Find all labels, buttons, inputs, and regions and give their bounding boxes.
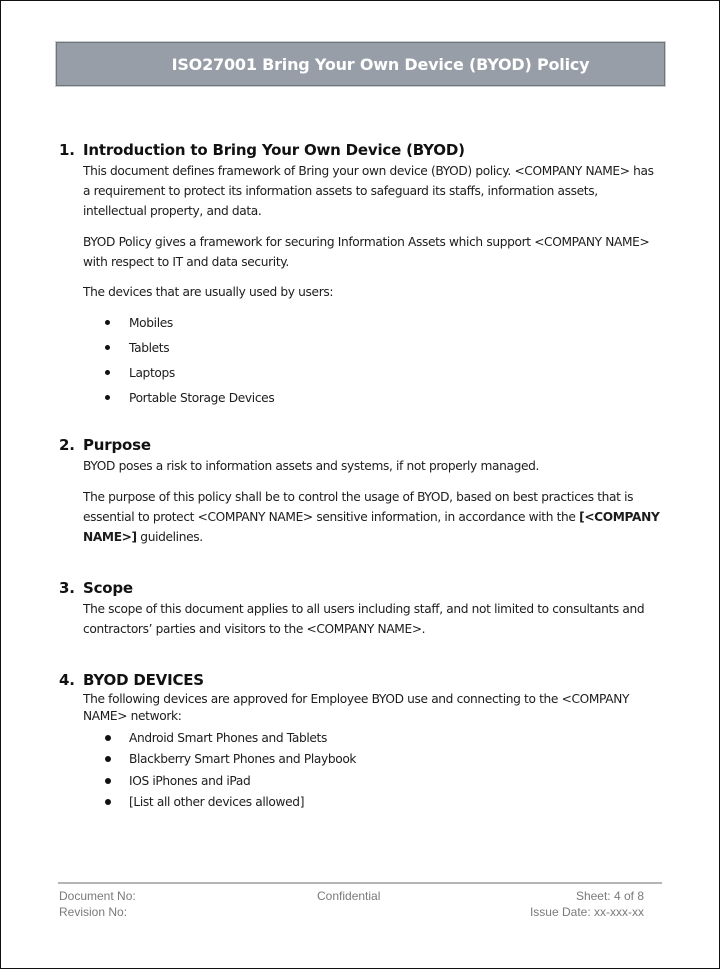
- bullet-dot-icon: [105, 778, 111, 784]
- issue-date: Issue Date: xx-xxx-xx: [529, 905, 644, 919]
- list-item-text: Blackberry Smart Phones and Playbook: [129, 752, 357, 767]
- paragraph: The scope of this document applies to all users including staff, and not limited to consultants and contractors’ parties and visitors to the <COMPANY NAME>.: [83, 602, 645, 636]
- device-list: [59, 310, 664, 410]
- list-item-text: [List all other devices allowed]: [129, 795, 305, 810]
- section-title: Scope: [83, 579, 133, 597]
- paragraph: The devices that are usually used by users:: [83, 285, 334, 299]
- section-purpose: [59, 434, 664, 547]
- footer-center: [317, 888, 380, 904]
- list-item-text: Portable Storage Devices: [129, 390, 275, 405]
- paragraph-text-end: guidelines.: [136, 530, 203, 544]
- section-title: BYOD DEVICES: [83, 671, 204, 689]
- section-title: Purpose: [83, 436, 151, 454]
- list-item: [105, 310, 664, 335]
- footer-divider: [58, 882, 662, 884]
- paragraph: BYOD Policy gives a framework for securing Information Assets which support <COMPANY NAME> with respect to IT and data security.: [83, 235, 650, 269]
- document-title: ISO27001 Bring Your Own Device (BYOD) Policy: [171, 54, 590, 74]
- company-name-placeholder: [<COMPANY NAME>]: [83, 510, 660, 544]
- section-heading: [59, 577, 664, 599]
- section-number: 4.: [59, 671, 75, 689]
- bullet-dot-icon: [105, 395, 110, 400]
- approved-device-list: [59, 727, 664, 813]
- section-scope: [59, 577, 664, 639]
- section-heading: [59, 669, 664, 691]
- sheet-number: Sheet: 4 of 8: [575, 889, 644, 903]
- section-heading: [59, 139, 664, 161]
- footer-right: [530, 888, 644, 920]
- section-byod-devices: [59, 669, 664, 813]
- paragraph: [83, 487, 664, 547]
- section-number: 1.: [59, 141, 75, 159]
- paragraph: This document defines framework of Bring your own device (BYOD) policy. <COMPANY NAME> has a requirement to protect its information assets to safeguard its staffs, information assets, intellectual property, and data.: [83, 164, 654, 218]
- section-heading: [59, 434, 664, 456]
- paragraph: The following devices are approved for Employee BYOD use and connecting to the <COMPANY NAME> network:: [83, 692, 630, 723]
- section-introduction: [59, 139, 664, 410]
- list-item-text: Mobiles: [129, 315, 173, 330]
- document-body: [59, 139, 664, 813]
- list-item-text: Tablets: [129, 340, 170, 355]
- list-item: [105, 385, 664, 410]
- list-item-text: Laptops: [129, 365, 175, 380]
- bullet-dot-icon: [105, 345, 110, 350]
- paragraph-text: The purpose of this policy shall be to control the usage of BYOD, based on best practices that is essential to protect <COMPANY NAME> sensitive information, in accordance with the: [83, 490, 634, 524]
- footer-left: [59, 888, 136, 920]
- list-item: [105, 792, 664, 814]
- paragraph: BYOD poses a risk to information assets and systems, if not properly managed.: [83, 459, 540, 473]
- classification-label: Confidential: [317, 889, 381, 903]
- list-item-text: Android Smart Phones and Tablets: [129, 730, 327, 745]
- revision-number-label: Revision No:: [59, 905, 128, 919]
- bullet-dot-icon: [105, 756, 111, 762]
- bullet-dot-icon: [105, 735, 111, 741]
- list-item-text: IOS iPhones and iPad: [129, 773, 251, 788]
- section-number: 3.: [59, 579, 75, 597]
- document-number-label: Document No:: [59, 889, 136, 903]
- list-item: [105, 360, 664, 385]
- list-item: [105, 770, 664, 792]
- section-number: 2.: [59, 436, 75, 454]
- list-item: [105, 749, 664, 771]
- section-title: Introduction to Bring Your Own Device (BYOD): [83, 141, 465, 159]
- list-item: [105, 335, 664, 360]
- bullet-dot-icon: [105, 320, 110, 325]
- bullet-dot-icon: [105, 370, 110, 375]
- list-item: [105, 727, 664, 749]
- title-banner: [56, 42, 665, 86]
- bullet-dot-icon: [105, 799, 111, 805]
